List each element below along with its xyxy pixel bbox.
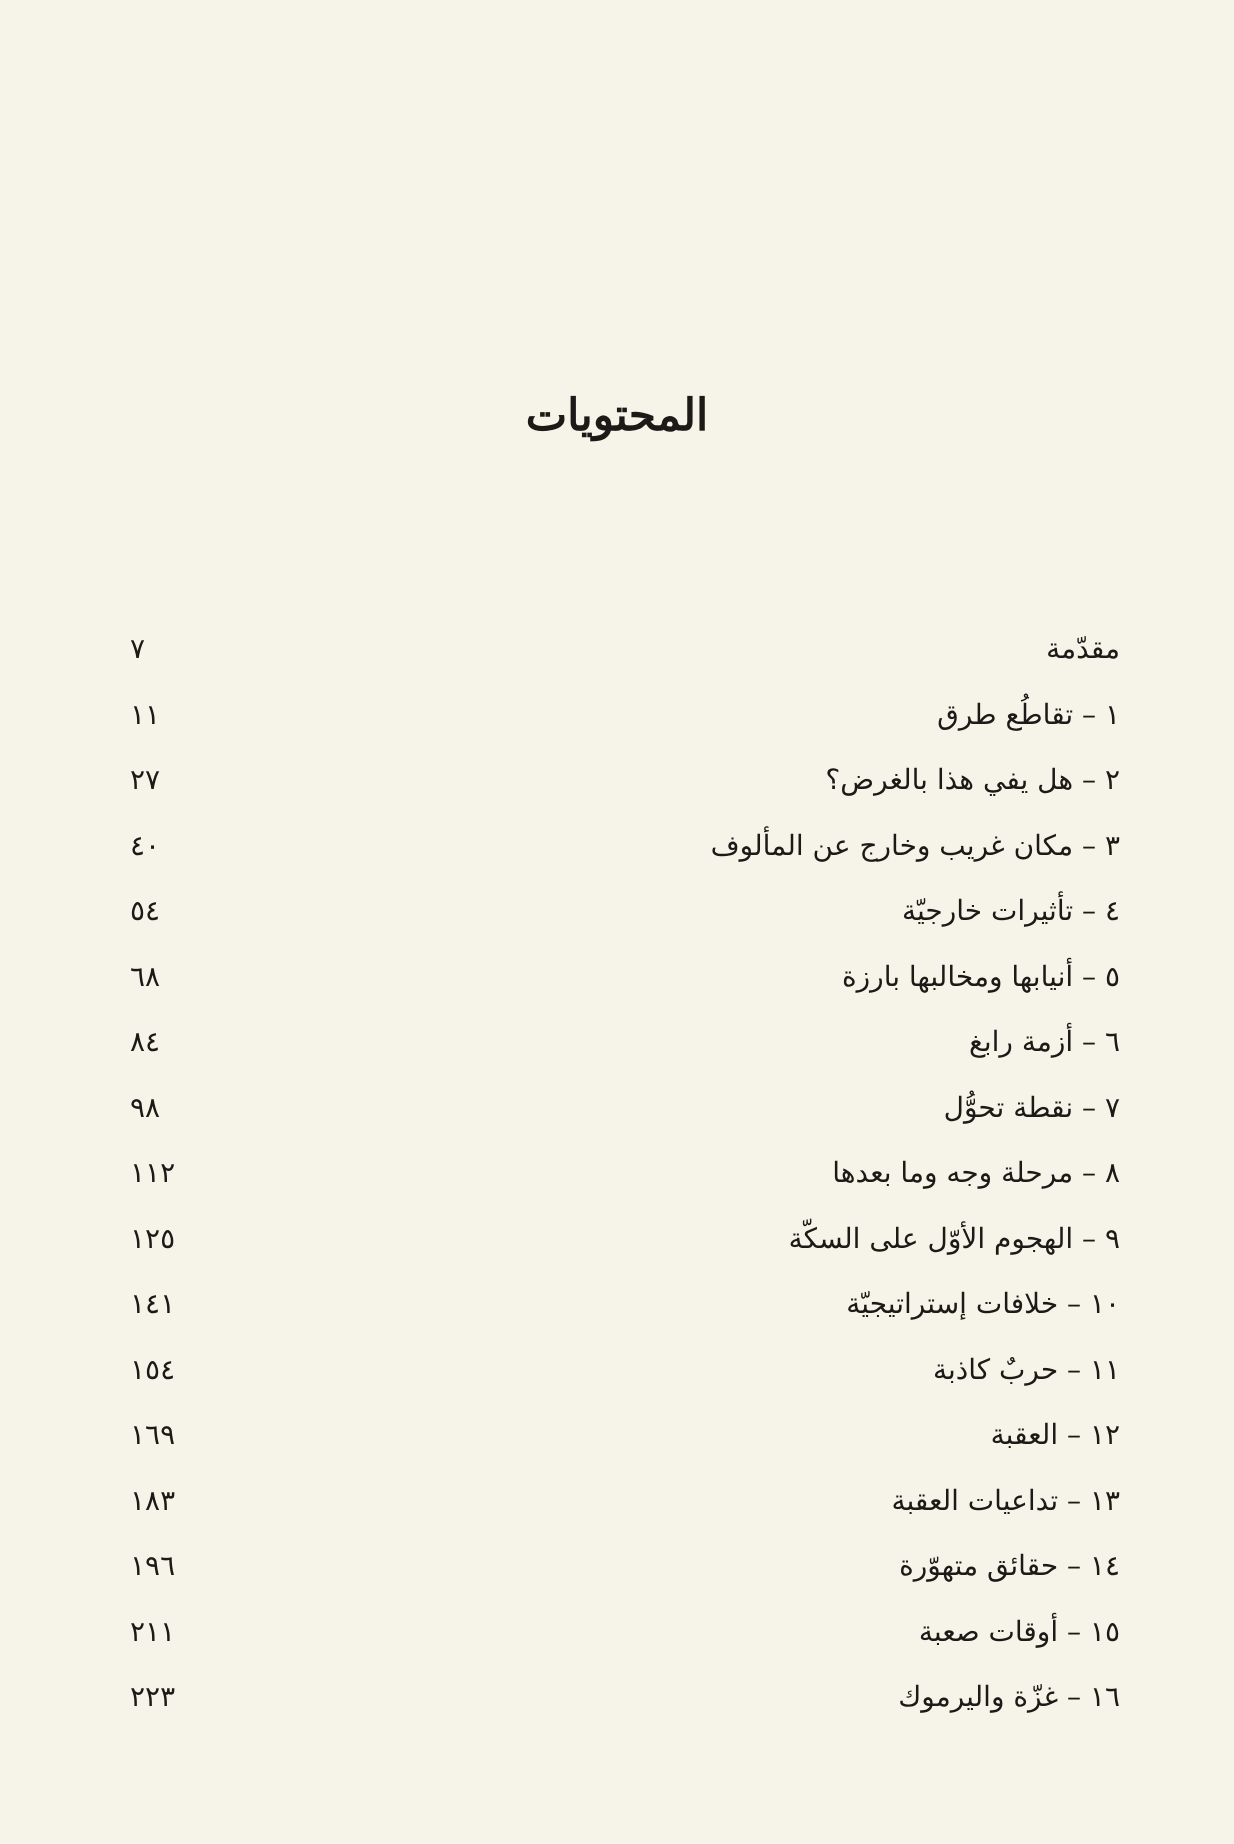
toc-entry: [130, 1075, 1120, 1141]
toc-entry: [130, 1533, 1120, 1599]
toc-entry: [130, 1402, 1120, 1468]
toc-page-number: ٢٢٣: [130, 1680, 176, 1714]
toc-entry-title: ٩ – الهجوم الأوّل على السكّة: [788, 1221, 1120, 1255]
toc-entry-title: ١٣ – تداعيات العقبة: [891, 1483, 1120, 1517]
toc-entry-title: ١٠ – خلافات إستراتيجيّة: [846, 1287, 1120, 1321]
toc-entry: [130, 616, 1120, 682]
toc-entry-title: ١٢ – العقبة: [990, 1418, 1120, 1452]
toc-page-number: ١١: [130, 697, 161, 731]
toc-entry-title: ٢ – هل يفي هذا بالغرض؟: [825, 763, 1120, 797]
toc-page-number: ٧: [130, 632, 146, 666]
toc-entry-title: مقدّمة: [1046, 632, 1120, 666]
toc-entry-title: ٨ – مرحلة وجه وما بعدها: [832, 1156, 1120, 1190]
toc-page-number: ٢٧: [130, 763, 161, 797]
toc-entry: [130, 813, 1120, 879]
toc-entry-title: ٧ – نقطة تحوُّل: [943, 1090, 1120, 1124]
toc-entry-title: ٤ – تأثيرات خارجيّة: [901, 894, 1120, 928]
toc-page-number: ١٥٤: [130, 1352, 176, 1386]
toc-entry-title: ٥ – أنيابها ومخالبها بارزة: [841, 959, 1120, 993]
toc-page-number: ١٨٣: [130, 1483, 176, 1517]
toc-entry-title: ١ – تقاطُع طرق: [937, 697, 1120, 731]
toc-page-number: ١٤١: [130, 1287, 176, 1321]
toc-page-number: ٤٠: [130, 828, 161, 862]
toc-entry-title: ١١ – حربٌ كاذبة: [932, 1352, 1120, 1386]
toc-entry: [130, 1468, 1120, 1534]
toc-page-number: ٦٨: [130, 959, 161, 993]
toc-entry-title: ١٤ – حقائق متهوّرة: [899, 1549, 1120, 1583]
toc-page-number: ٨٤: [130, 1025, 161, 1059]
toc-entry: [130, 1337, 1120, 1403]
toc-entry: [130, 1271, 1120, 1337]
toc-entry: [130, 1009, 1120, 1075]
toc-entry-title: ٦ – أزمة رابغ: [968, 1025, 1120, 1059]
toc-page-number: ١٦٩: [130, 1418, 176, 1452]
toc-page-number: ١٢٥: [130, 1221, 176, 1255]
toc-entry: [130, 1599, 1120, 1665]
page-title: المحتويات: [525, 390, 709, 441]
toc-page-number: ٢١١: [130, 1614, 176, 1648]
toc-entry-title: ١٥ – أوقات صعبة: [918, 1614, 1120, 1648]
toc-entry-title: ٣ – مكان غريب وخارج عن المألوف: [710, 828, 1120, 862]
toc-page-number: ١١٢: [130, 1156, 176, 1190]
toc-entry: [130, 682, 1120, 748]
toc-entry-title: ١٦ – غزّة واليرموك: [898, 1680, 1120, 1714]
toc-entry: [130, 878, 1120, 944]
toc-entry: [130, 1664, 1120, 1730]
toc-entry: [130, 1206, 1120, 1272]
toc-page-number: ٩٨: [130, 1090, 161, 1124]
toc-page-number: ٥٤: [130, 894, 161, 928]
toc-page-number: ١٩٦: [130, 1549, 176, 1583]
toc-entry: [130, 1140, 1120, 1206]
toc-entry: [130, 747, 1120, 813]
toc-entry: [130, 944, 1120, 1010]
table-of-contents: [130, 616, 1120, 1730]
